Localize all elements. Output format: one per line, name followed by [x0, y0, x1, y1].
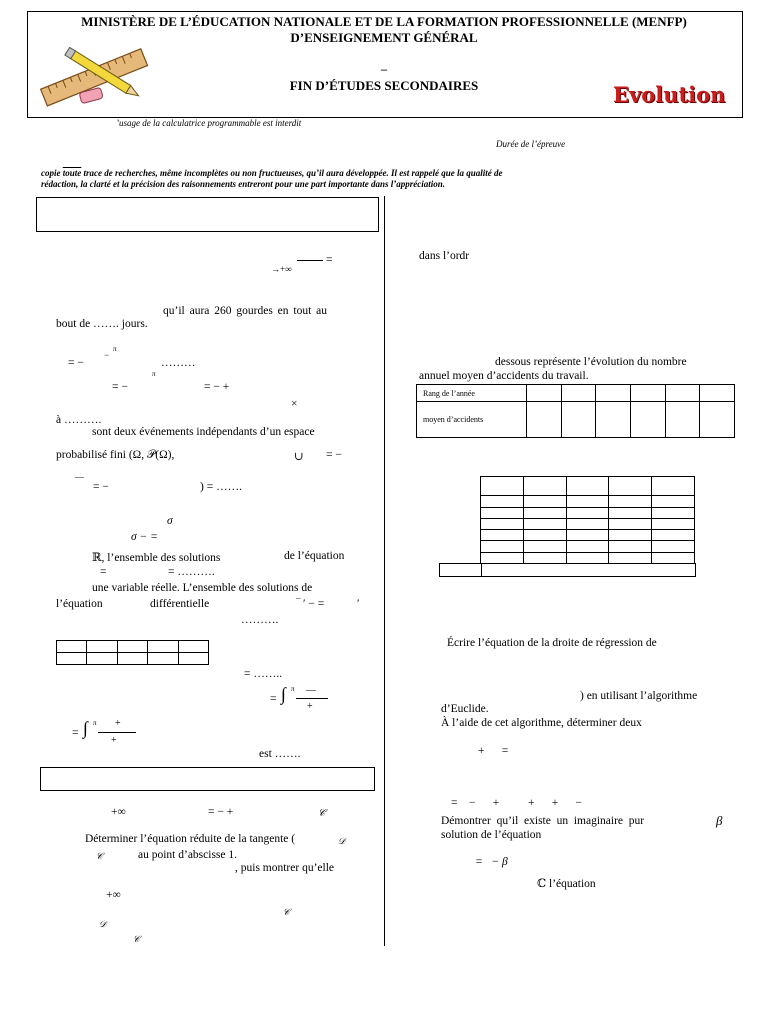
differential-dots: ……….	[241, 614, 279, 626]
times-sign: ×	[291, 398, 298, 410]
euclid-line1: ) en utilisant l’algorithme	[580, 690, 698, 702]
euclid-line2: d’Euclide.	[441, 703, 489, 715]
integral1-symbol: ∫	[281, 684, 286, 704]
integral1-denominator: +	[307, 701, 313, 712]
integral1-numerator: —	[306, 685, 316, 696]
regression-question: Écrire l’équation de la droite de régression de	[447, 637, 657, 649]
differential-line2a: l’équation	[56, 598, 103, 610]
exam-duration: Durée de l’épreuve	[496, 139, 566, 149]
events-eq: = −	[326, 449, 342, 461]
part1-title-box	[36, 197, 379, 232]
curve-c-symbol-2: 𝒞	[283, 907, 290, 917]
euclid-equation: + =	[478, 745, 509, 757]
events-eq3: ) = …….	[200, 481, 242, 493]
reals-dots: = ……….	[168, 566, 215, 578]
question-a-line2: bout de ……. jours.	[56, 318, 148, 330]
tangent-d-symbol: 𝒟	[338, 836, 346, 846]
sigma-symbol: σ	[167, 515, 173, 527]
equation-1: = −	[68, 357, 84, 369]
tangent-line1: Déterminer l’équation réduite de la tangente (	[85, 833, 296, 845]
question-a-line1: qu’il aura 260 gourdes en tout au	[163, 305, 328, 317]
column-divider	[384, 196, 385, 946]
left-data-table	[56, 640, 209, 665]
reals-line1b: de l’équation	[284, 550, 345, 562]
table-row-label-rank: Rang de l’année	[417, 385, 527, 402]
calculator-note: ’usage de la calculatrice programmable est interdit	[116, 118, 302, 128]
plus-infinity-2: +∞	[106, 889, 121, 901]
equation-1-minus: −	[104, 350, 110, 360]
equation-1-pi: π	[113, 345, 117, 353]
beta-symbol: β	[716, 813, 723, 828]
integral2-numerator: +	[115, 718, 121, 729]
regression-table-total-cell	[439, 563, 482, 577]
ministry-title: MINISTÈRE DE L’ÉDUCATION NATIONALE ET DE LA FORMATION PROFESSIONNELLE (MENFP)	[81, 14, 687, 29]
differential-macron: ¯	[296, 597, 301, 607]
events-line2: probabilisé fini (Ω, 𝒫(Ω),	[56, 449, 175, 461]
ministry-subtitle: D’ENSEIGNEMENT GÉNÉRAL	[290, 30, 478, 45]
beta-line1: Démontrer qu’il existe un imaginaire pur	[441, 815, 645, 827]
reals-eq: =	[100, 566, 107, 578]
plus-infinity: +∞	[111, 806, 126, 818]
polynomial-equation: = − + + + −	[451, 797, 582, 809]
integral1-pi: π	[291, 685, 295, 693]
complex-equation-text: ℂ l’équation	[537, 878, 596, 890]
reals-line1a: ℝ, l’ensemble des solutions	[92, 552, 221, 564]
statistics-line1: dessous représente l’évolution du nombre	[495, 356, 687, 368]
evolution-logo: Evolution	[613, 82, 726, 107]
differential-line2b: différentielle	[150, 598, 210, 610]
integral2-pi: π	[93, 719, 97, 727]
equation-1-dots: ………	[161, 357, 196, 369]
beta-equation: = − β	[475, 856, 508, 868]
union-symbol: ∪	[294, 451, 304, 463]
differential-line1: une variable réelle. L’ensemble des solutions de	[92, 582, 313, 594]
differential-eq: ′ − =	[303, 598, 325, 610]
table-row-label-accidents: moyen d’accidents	[417, 402, 527, 438]
integral2-denominator: +	[111, 735, 117, 746]
answer-a-dots: à ……….	[56, 414, 102, 426]
regression-table	[480, 476, 695, 564]
limit-notation: →+∞	[271, 264, 292, 274]
part2-title-box	[40, 767, 375, 791]
curve-c-symbol-3: 𝒞	[133, 934, 140, 944]
instructions-line1: copie toute trace de recherches, même incomplètes ou non fructueuses, qu’il aura développée. Il est rappelé que la qualité de	[41, 168, 503, 178]
integral1-eq: =	[270, 693, 277, 705]
ruler-pencil-icon	[36, 46, 154, 108]
differential-prime: ′	[357, 598, 360, 610]
curve-c-symbol: 𝒞	[318, 808, 326, 819]
limit-equals: =	[326, 254, 333, 266]
accidents-table	[416, 384, 735, 438]
instructions-line2: rédaction, la clarté et la précision des raisonnements entreront pour une part importante dans l’appréciation.	[41, 179, 446, 189]
integral2-symbol: ∫	[83, 718, 88, 738]
equation-2-left: = −	[112, 381, 128, 393]
header-dash: –	[381, 62, 387, 76]
answer-est: est …….	[259, 748, 301, 760]
exam-title: FIN D’ÉTUDES SECONDAIRES	[289, 78, 479, 93]
tangent-line2: au point d’abscisse 1.	[138, 849, 238, 861]
integral1-fraction-bar	[296, 698, 328, 699]
tangent-c-symbol: 𝒞	[96, 851, 103, 861]
equation-2-pi: π	[152, 370, 156, 378]
regression-table-total-row	[480, 563, 696, 577]
tangent-line3: , puis montrer qu’elle	[235, 862, 335, 874]
function-eq: = − +	[208, 806, 234, 818]
statistics-line2: annuel moyen d’accidents du travail.	[419, 370, 589, 382]
fraction-bar	[297, 260, 323, 261]
line-d-symbol: 𝒟	[99, 919, 107, 929]
events-eq2: = −	[93, 481, 109, 493]
integral2-eq: =	[72, 727, 79, 739]
integral2-fraction-bar	[98, 732, 136, 733]
events-line1: sont deux événements indépendants d’un espace	[92, 426, 315, 438]
answer-dots-2: = ……..	[244, 668, 283, 680]
equation-2-right: = − +	[204, 381, 230, 393]
complement-bar: —	[75, 472, 84, 482]
euclid-line3: À l’aide de cet algorithme, déterminer deux	[441, 717, 642, 729]
sigma-equation: σ − =	[131, 531, 158, 543]
order-text: dans l’ordr	[419, 250, 470, 262]
beta-line2: solution de l’équation	[441, 829, 542, 841]
